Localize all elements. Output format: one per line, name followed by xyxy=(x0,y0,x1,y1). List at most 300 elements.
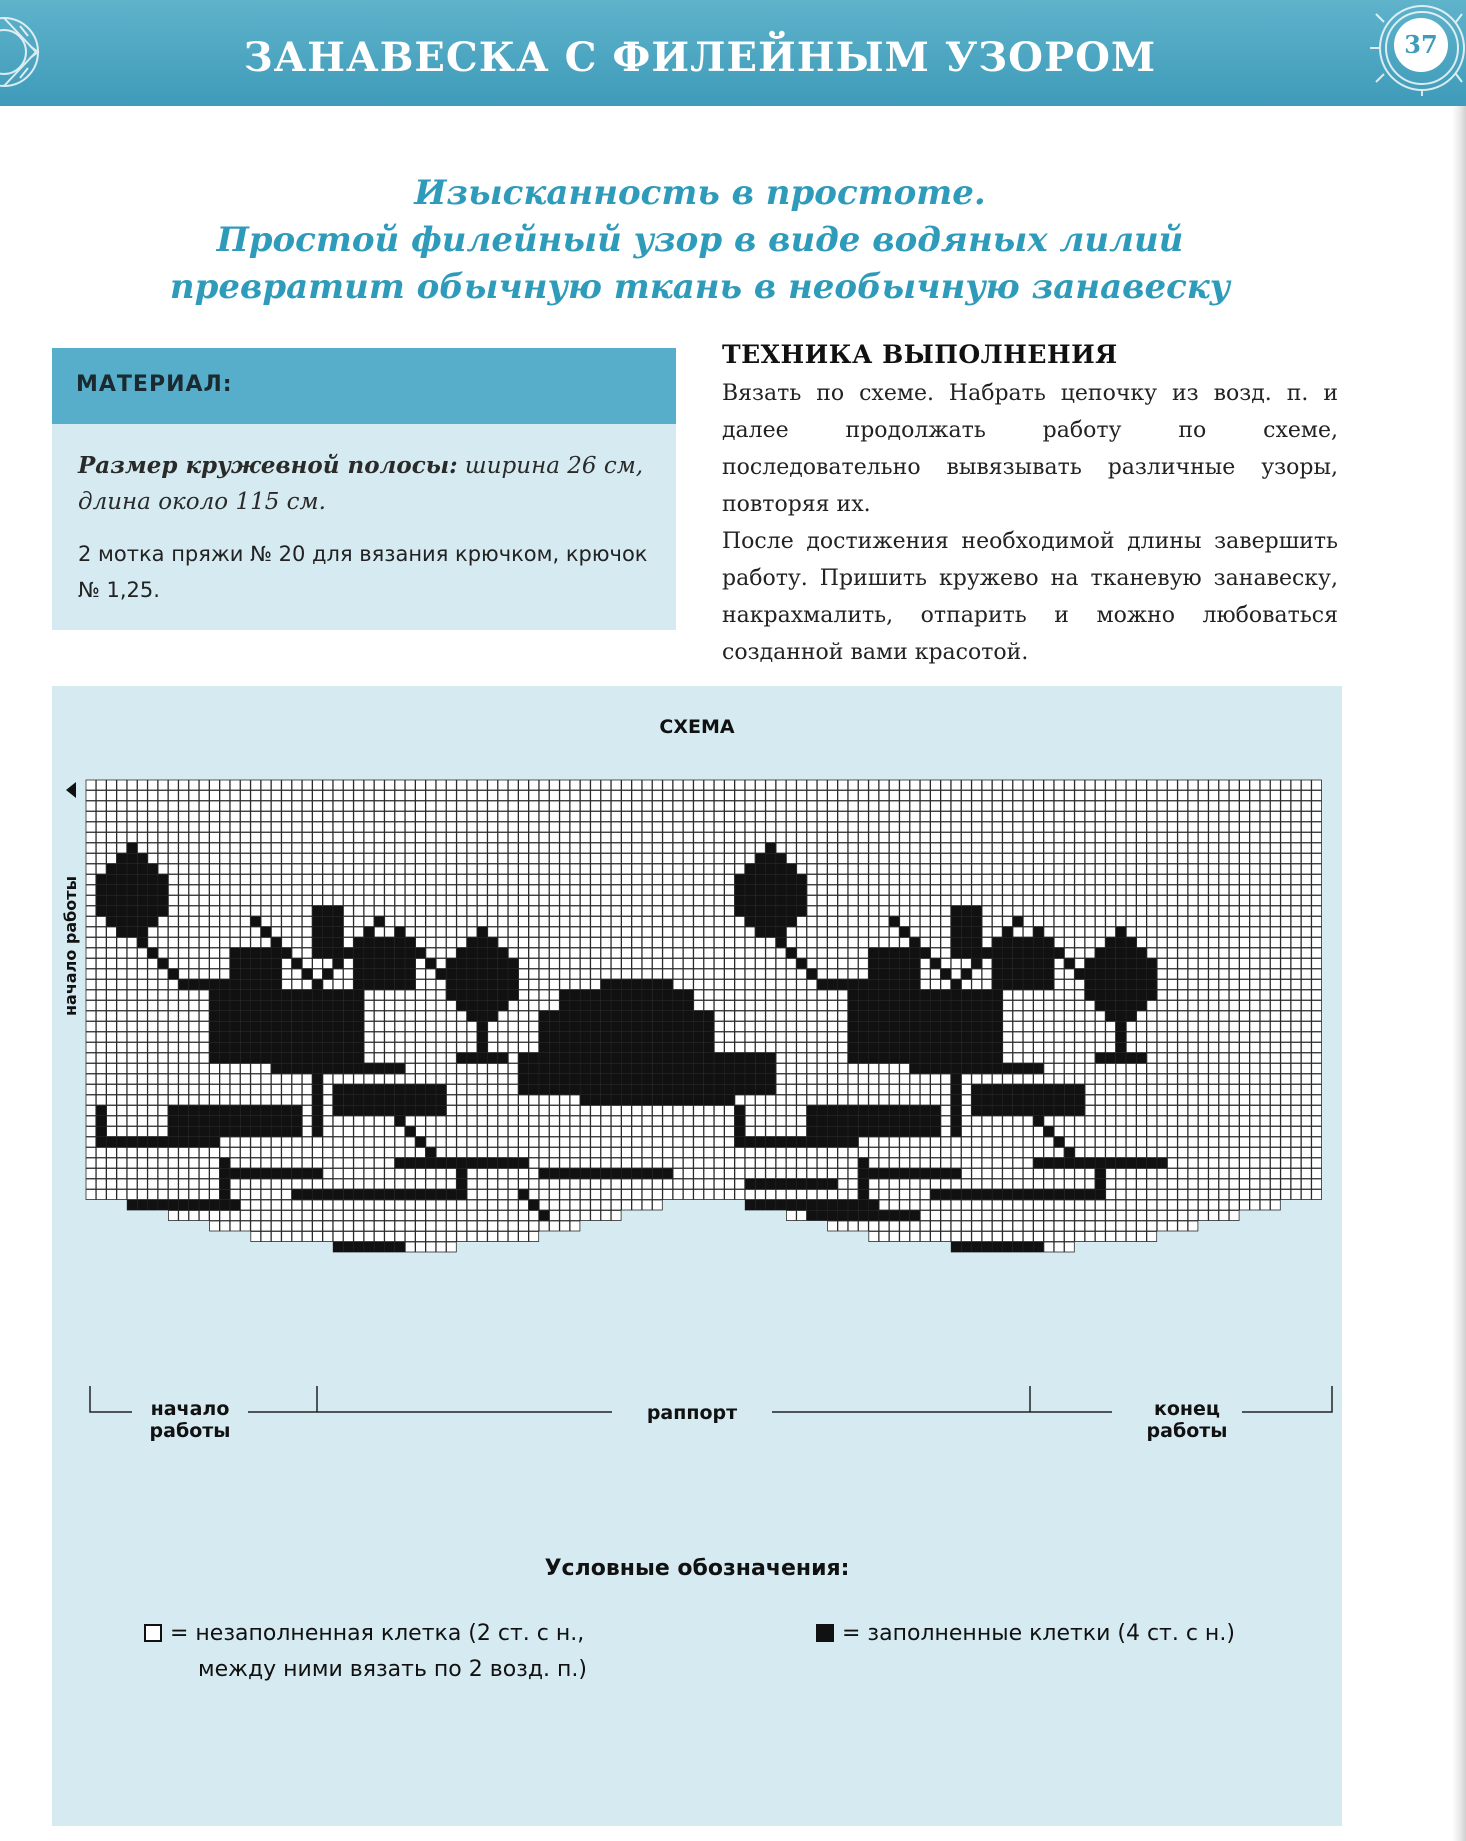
grid-cell xyxy=(199,1022,209,1032)
grid-cell xyxy=(1157,906,1167,916)
grid-cell xyxy=(519,1200,529,1210)
grid-cell xyxy=(189,1095,199,1105)
grid-cell xyxy=(230,927,240,937)
grid-cell xyxy=(879,885,889,895)
grid-cell xyxy=(1271,843,1281,853)
grid-cell xyxy=(838,780,848,790)
grid-cell xyxy=(1147,1179,1157,1189)
grid-cell xyxy=(498,875,508,885)
grid-cell xyxy=(570,864,580,874)
grid-cell xyxy=(1229,854,1239,864)
grid-cell xyxy=(889,1085,899,1095)
grid-cell xyxy=(941,917,951,927)
grid-cell xyxy=(1137,843,1147,853)
grid-cell xyxy=(199,959,209,969)
grid-cell xyxy=(1209,1127,1219,1137)
grid-cell xyxy=(127,1158,137,1168)
grid-cell xyxy=(529,1127,539,1137)
grid-cell xyxy=(910,1200,920,1210)
grid-cell xyxy=(1085,1053,1095,1063)
grid-cell xyxy=(1250,1137,1260,1147)
grid-cell xyxy=(519,1011,529,1021)
grid-cell xyxy=(1003,1200,1013,1210)
grid-cell xyxy=(910,927,920,937)
grid-cell xyxy=(86,1190,96,1200)
grid-cell xyxy=(426,938,436,948)
grid-cell xyxy=(797,1211,807,1221)
grid-cell xyxy=(313,864,323,874)
grid-cell xyxy=(467,1074,477,1084)
grid-cell xyxy=(168,791,178,801)
grid-cell xyxy=(230,906,240,916)
grid-cell xyxy=(117,780,127,790)
grid-cell xyxy=(756,780,766,790)
grid-cell xyxy=(859,917,869,927)
grid-cell xyxy=(374,1137,384,1147)
grid-cell xyxy=(786,1085,796,1095)
grid-cell xyxy=(271,791,281,801)
grid-cell xyxy=(508,917,518,927)
grid-cell xyxy=(488,1190,498,1200)
grid-cell xyxy=(374,1221,384,1231)
grid-cell xyxy=(426,896,436,906)
grid-cell xyxy=(972,875,982,885)
grid-cell xyxy=(683,822,693,832)
grid-cell xyxy=(539,1127,549,1137)
grid-cell xyxy=(374,833,384,843)
grid-cell xyxy=(1095,854,1105,864)
grid-cell xyxy=(817,833,827,843)
grid-cell xyxy=(1044,1116,1054,1126)
grid-cell xyxy=(1219,1085,1229,1095)
grid-cell xyxy=(323,1158,333,1168)
grid-cell xyxy=(436,1169,446,1179)
grid-cell xyxy=(199,1190,209,1200)
grid-cell xyxy=(1023,1211,1033,1221)
grid-cell xyxy=(920,896,930,906)
grid-cell xyxy=(817,896,827,906)
grid-cell xyxy=(848,864,858,874)
grid-cell xyxy=(1137,1148,1147,1158)
grid-cell xyxy=(1260,1011,1270,1021)
grid-cell xyxy=(1147,812,1157,822)
grid-cell xyxy=(1065,1169,1075,1179)
grid-cell xyxy=(529,896,539,906)
grid-cell xyxy=(1013,1074,1023,1084)
grid-cell xyxy=(725,990,735,1000)
grid-cell xyxy=(179,906,189,916)
grid-cell xyxy=(972,822,982,832)
grid-cell xyxy=(797,1095,807,1105)
grid-cell xyxy=(179,990,189,1000)
grid-cell xyxy=(642,843,652,853)
grid-cell xyxy=(364,906,374,916)
grid-cell xyxy=(848,1221,858,1231)
grid-cell xyxy=(570,791,580,801)
grid-cell xyxy=(385,780,395,790)
grid-cell xyxy=(828,1032,838,1042)
grid-cell xyxy=(467,1221,477,1231)
grid-cell xyxy=(570,1137,580,1147)
grid-cell xyxy=(189,969,199,979)
grid-cell xyxy=(622,875,632,885)
grid-cell xyxy=(447,1200,457,1210)
grid-cell xyxy=(354,1116,364,1126)
grid-cell xyxy=(271,1221,281,1231)
grid-cell xyxy=(313,833,323,843)
grid-cell xyxy=(426,1179,436,1189)
grid-cell xyxy=(1116,1221,1126,1231)
grid-cell xyxy=(962,843,972,853)
grid-cell xyxy=(725,1158,735,1168)
grid-cell xyxy=(405,1179,415,1189)
grid-cell xyxy=(1271,1022,1281,1032)
grid-cell xyxy=(725,875,735,885)
grid-cell xyxy=(467,1085,477,1095)
grid-cell xyxy=(1013,812,1023,822)
grid-cell xyxy=(766,959,776,969)
grid-cell xyxy=(477,791,487,801)
grid-cell xyxy=(1126,1200,1136,1210)
grid-cell xyxy=(1188,822,1198,832)
grid-cell xyxy=(271,1148,281,1158)
grid-cell xyxy=(1240,1179,1250,1189)
grid-cell xyxy=(889,1095,899,1105)
grid-cell xyxy=(704,833,714,843)
grid-cell xyxy=(539,801,549,811)
grid-cell xyxy=(622,833,632,843)
grid-cell xyxy=(580,906,590,916)
grid-cell xyxy=(632,864,642,874)
grid-cell xyxy=(333,1127,343,1137)
grid-cell xyxy=(1260,801,1270,811)
grid-cell xyxy=(725,854,735,864)
grid-cell xyxy=(477,1116,487,1126)
grid-cell xyxy=(653,791,663,801)
grid-cell xyxy=(653,917,663,927)
grid-cell xyxy=(725,1022,735,1032)
grid-cell xyxy=(1229,1074,1239,1084)
grid-cell xyxy=(859,959,869,969)
grid-cell xyxy=(168,875,178,885)
grid-cell xyxy=(570,801,580,811)
grid-cell xyxy=(951,791,961,801)
grid-cell xyxy=(488,875,498,885)
grid-cell xyxy=(230,1158,240,1168)
grid-cell xyxy=(1013,854,1023,864)
grid-cell xyxy=(189,1148,199,1158)
grid-cell xyxy=(292,1137,302,1147)
grid-cell xyxy=(920,812,930,822)
grid-cell xyxy=(292,917,302,927)
grid-cell xyxy=(477,1064,487,1074)
grid-cell xyxy=(354,833,364,843)
grid-cell xyxy=(786,1190,796,1200)
grid-cell xyxy=(488,833,498,843)
grid-cell xyxy=(1188,791,1198,801)
grid-cell xyxy=(1168,1116,1178,1126)
grid-cell xyxy=(591,1211,601,1221)
grid-cell xyxy=(869,875,879,885)
grid-cell xyxy=(96,1032,106,1042)
grid-cell xyxy=(477,1200,487,1210)
grid-cell xyxy=(1003,801,1013,811)
grid-cell xyxy=(519,1211,529,1221)
grid-cell xyxy=(704,1106,714,1116)
grid-cell xyxy=(292,1074,302,1084)
grid-cell xyxy=(1075,1148,1085,1158)
grid-cell xyxy=(168,948,178,958)
grid-cell xyxy=(828,896,838,906)
grid-cell xyxy=(1250,801,1260,811)
grid-cell xyxy=(1085,854,1095,864)
grid-cell xyxy=(519,1043,529,1053)
grid-cell xyxy=(539,780,549,790)
grid-cell xyxy=(477,1190,487,1200)
grid-cell xyxy=(1034,917,1044,927)
grid-cell xyxy=(148,1074,158,1084)
grid-cell xyxy=(776,843,786,853)
grid-cell xyxy=(333,801,343,811)
grid-cell xyxy=(663,917,673,927)
grid-cell xyxy=(694,969,704,979)
grid-cell xyxy=(982,1116,992,1126)
grid-cell xyxy=(1034,791,1044,801)
grid-cell xyxy=(199,1074,209,1084)
grid-cell xyxy=(817,959,827,969)
grid-cell xyxy=(271,812,281,822)
grid-cell xyxy=(508,864,518,874)
grid-cell xyxy=(426,864,436,874)
grid-cell xyxy=(302,822,312,832)
grid-cell xyxy=(1188,1106,1198,1116)
grid-cell xyxy=(1106,812,1116,822)
grid-cell xyxy=(1085,896,1095,906)
grid-cell xyxy=(1065,854,1075,864)
grid-cell xyxy=(86,780,96,790)
grid-cell xyxy=(519,812,529,822)
grid-cell xyxy=(1271,896,1281,906)
grid-cell xyxy=(1178,843,1188,853)
grid-cell xyxy=(1126,1179,1136,1189)
grid-cell xyxy=(1188,938,1198,948)
grid-cell xyxy=(838,1043,848,1053)
grid-cell xyxy=(962,780,972,790)
grid-cell xyxy=(632,1148,642,1158)
grid-cell xyxy=(714,822,724,832)
grid-cell xyxy=(622,885,632,895)
grid-cell xyxy=(416,980,426,990)
grid-cell xyxy=(168,833,178,843)
grid-cell xyxy=(189,801,199,811)
grid-cell xyxy=(838,1148,848,1158)
grid-cell xyxy=(550,791,560,801)
grid-cell xyxy=(1044,1074,1054,1084)
grid-cell xyxy=(498,896,508,906)
grid-cell xyxy=(580,1158,590,1168)
grid-cell xyxy=(261,896,271,906)
grid-cell xyxy=(364,864,374,874)
grid-cell xyxy=(1240,1106,1250,1116)
grid-cell xyxy=(395,1127,405,1137)
grid-cell xyxy=(385,917,395,927)
grid-cell xyxy=(405,1053,415,1063)
grid-cell xyxy=(1260,1001,1270,1011)
grid-cell xyxy=(508,1064,518,1074)
grid-cell xyxy=(148,1001,158,1011)
grid-cell xyxy=(519,990,529,1000)
grid-cell xyxy=(179,833,189,843)
grid-cell xyxy=(756,1001,766,1011)
grid-cell xyxy=(714,948,724,958)
grid-cell xyxy=(776,1190,786,1200)
grid-cell xyxy=(127,1064,137,1074)
grid-cell xyxy=(859,875,869,885)
grid-cell xyxy=(333,1137,343,1147)
grid-cell xyxy=(1137,875,1147,885)
grid-cell xyxy=(745,1022,755,1032)
grid-cell xyxy=(869,780,879,790)
grid-cell xyxy=(86,980,96,990)
grid-cell xyxy=(1034,1074,1044,1084)
grid-cell xyxy=(828,1043,838,1053)
grid-cell xyxy=(1260,980,1270,990)
grid-cell xyxy=(1054,854,1064,864)
grid-cell xyxy=(333,896,343,906)
grid-cell xyxy=(1065,927,1075,937)
grid-cell xyxy=(673,959,683,969)
grid-cell xyxy=(1065,969,1075,979)
grid-cell xyxy=(1198,990,1208,1000)
grid-cell xyxy=(704,885,714,895)
grid-cell xyxy=(1044,990,1054,1000)
grid-cell xyxy=(261,780,271,790)
grid-cell xyxy=(807,1074,817,1084)
grid-cell xyxy=(1013,833,1023,843)
grid-cell xyxy=(550,917,560,927)
grid-cell xyxy=(1168,791,1178,801)
grid-cell xyxy=(828,1190,838,1200)
grid-cell xyxy=(1250,1179,1260,1189)
grid-cell xyxy=(1188,1116,1198,1126)
grid-cell xyxy=(766,822,776,832)
grid-cell xyxy=(199,1148,209,1158)
grid-cell xyxy=(807,1043,817,1053)
grid-cell xyxy=(725,1148,735,1158)
grid-cell xyxy=(1188,1190,1198,1200)
grid-cell xyxy=(447,1221,457,1231)
grid-cell xyxy=(426,1127,436,1137)
grid-cell xyxy=(416,854,426,864)
grid-cell xyxy=(663,1179,673,1189)
grid-cell xyxy=(1116,1211,1126,1221)
grid-cell xyxy=(302,959,312,969)
grid-cell xyxy=(323,854,333,864)
grid-cell xyxy=(86,854,96,864)
grid-cell xyxy=(127,780,137,790)
grid-cell xyxy=(725,833,735,843)
grid-cell xyxy=(519,1232,529,1242)
grid-cell xyxy=(199,833,209,843)
grid-cell xyxy=(1085,1200,1095,1210)
grid-cell xyxy=(1095,1074,1105,1084)
grid-cell xyxy=(920,843,930,853)
grid-cell xyxy=(941,1200,951,1210)
grid-cell xyxy=(1178,948,1188,958)
grid-cell xyxy=(756,833,766,843)
grid-cell xyxy=(1095,938,1105,948)
grid-cell xyxy=(766,791,776,801)
grid-cell xyxy=(127,1043,137,1053)
grid-cell xyxy=(1219,938,1229,948)
grid-cell xyxy=(776,1011,786,1021)
grid-cell xyxy=(1198,1137,1208,1147)
grid-cell xyxy=(1147,1074,1157,1084)
grid-cell xyxy=(333,1116,343,1126)
grid-cell xyxy=(776,1127,786,1137)
grid-cell xyxy=(632,854,642,864)
grid-cell xyxy=(1075,948,1085,958)
grid-cell xyxy=(817,990,827,1000)
grid-cell xyxy=(642,1148,652,1158)
grid-cell xyxy=(354,864,364,874)
grid-cell xyxy=(1106,1169,1116,1179)
grid-cell xyxy=(467,1200,477,1210)
grid-cell xyxy=(447,1106,457,1116)
grid-cell xyxy=(1147,1200,1157,1210)
grid-cell xyxy=(96,938,106,948)
grid-cell xyxy=(714,780,724,790)
grid-cell xyxy=(642,896,652,906)
grid-cell xyxy=(1188,1032,1198,1042)
grid-cell xyxy=(580,1137,590,1147)
grid-cell xyxy=(560,1095,570,1105)
grid-cell xyxy=(1095,1011,1105,1021)
grid-cell xyxy=(611,1211,621,1221)
grid-cell xyxy=(1240,969,1250,979)
grid-cell xyxy=(714,1137,724,1147)
grid-cell xyxy=(261,1232,271,1242)
grid-cell xyxy=(1157,1053,1167,1063)
grid-cell xyxy=(1198,843,1208,853)
grid-cell xyxy=(1219,1095,1229,1105)
grid-cell xyxy=(117,1169,127,1179)
grid-cell xyxy=(1044,1221,1054,1231)
grid-cell xyxy=(1126,1116,1136,1126)
grid-cell xyxy=(477,812,487,822)
grid-cell xyxy=(323,1232,333,1242)
grid-cell xyxy=(488,927,498,937)
grid-cell xyxy=(292,822,302,832)
grid-cell xyxy=(1209,1085,1219,1095)
grid-cell xyxy=(1157,833,1167,843)
grid-cell xyxy=(436,980,446,990)
grid-cell xyxy=(1106,843,1116,853)
grid-cell xyxy=(498,1137,508,1147)
grid-cell xyxy=(1198,875,1208,885)
grid-cell xyxy=(1178,969,1188,979)
grid-cell xyxy=(838,969,848,979)
grid-cell xyxy=(1106,1106,1116,1116)
grid-cell xyxy=(941,1116,951,1126)
grid-cell xyxy=(477,864,487,874)
grid-cell xyxy=(632,801,642,811)
grid-cell xyxy=(1137,1127,1147,1137)
grid-cell xyxy=(179,1158,189,1168)
grid-cell xyxy=(941,1095,951,1105)
grid-cell xyxy=(1188,948,1198,958)
grid-cell xyxy=(508,822,518,832)
